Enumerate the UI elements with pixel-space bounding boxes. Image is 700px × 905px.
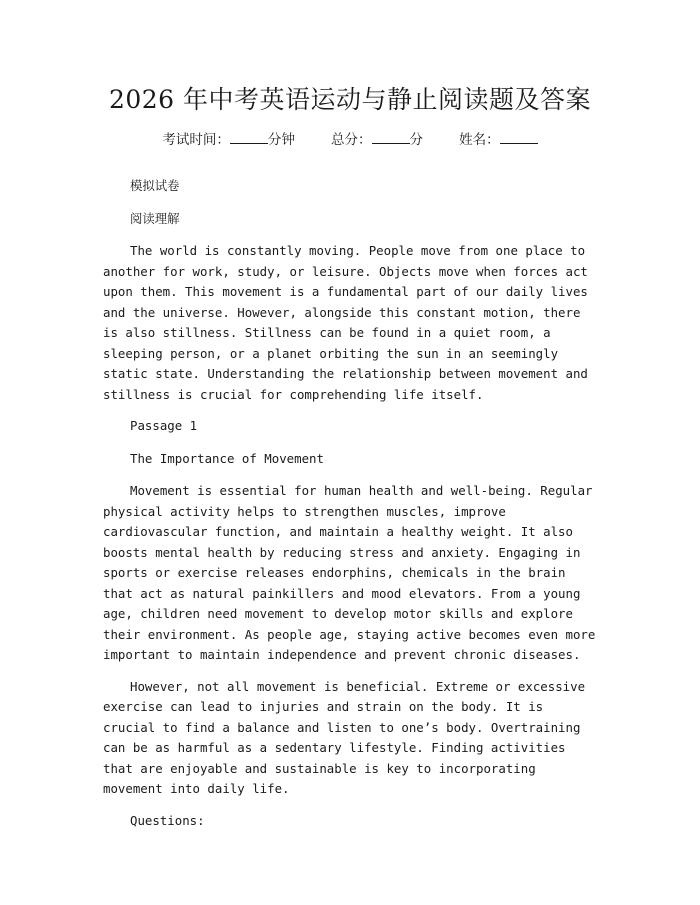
passage-title: The Importance of Movement [130,450,324,466]
document-content [103,176,597,831]
passage-label: Passage 1 [130,418,198,433]
subsection-label: 阅读理解 [130,210,180,226]
exam-time-unit: 分钟 [267,132,295,148]
passage-paragraph-2: However, not all movement is beneficial. Extreme or excessive exercise can lead to injuries and strain on the body. It is crucial to find a balance and listen to one’s body. Overtraining can be as harmful as a sedentary lifestyle. Finding activities that are enjoyable and sustainable is key to incorporating movement into daily life. [103,678,586,796]
passage-paragraph-1: Movement is essential for human health and well-being. Regular physical activity helps to strengthen muscles, improve cardiovascular function, and maintain a healthy weight. It also boosts mental health by reducing stress and anxiety. Engaging in sports or exercise releases endorphins, chemicals in the brain that act as natural painkillers and mood elevators. From a young age, children need movement to develop motor skills and explore their environment. As people age, staying active becomes even more important to maintain independence and prevent chronic diseases. [103,483,596,662]
document-title: 2026 年中考英语运动与静止阅读题及答案 [108,85,592,114]
student-name-blank[interactable] [500,130,538,144]
total-score-unit: 分 [409,132,423,148]
exam-info-line [103,130,597,150]
section-label: 模拟试卷 [130,178,180,193]
exam-time-field [162,132,295,148]
questions-label: Questions: [130,812,205,828]
total-score-blank[interactable] [372,130,410,144]
student-name-field [459,132,538,148]
total-score-field [331,132,423,148]
intro-paragraph: The world is constantly moving. People move from one place to another for work, study, or leisure. Objects move when forces act upon them. This movement is a fundamental part of our daily lives and the universe. However, alongside this constant motion, there is also stillness. Stillness can be found in a quiet room, a sleeping person, or a planet orbiting the sun in an seemingly static state. Understanding the relationship between movement and stillness is crucial for comprehending life itself. [103,243,588,402]
total-score-label: 总分： [331,132,372,148]
exam-time-label: 考试时间： [162,132,230,148]
exam-time-blank[interactable] [230,130,268,144]
student-name-label: 姓名： [459,132,500,148]
